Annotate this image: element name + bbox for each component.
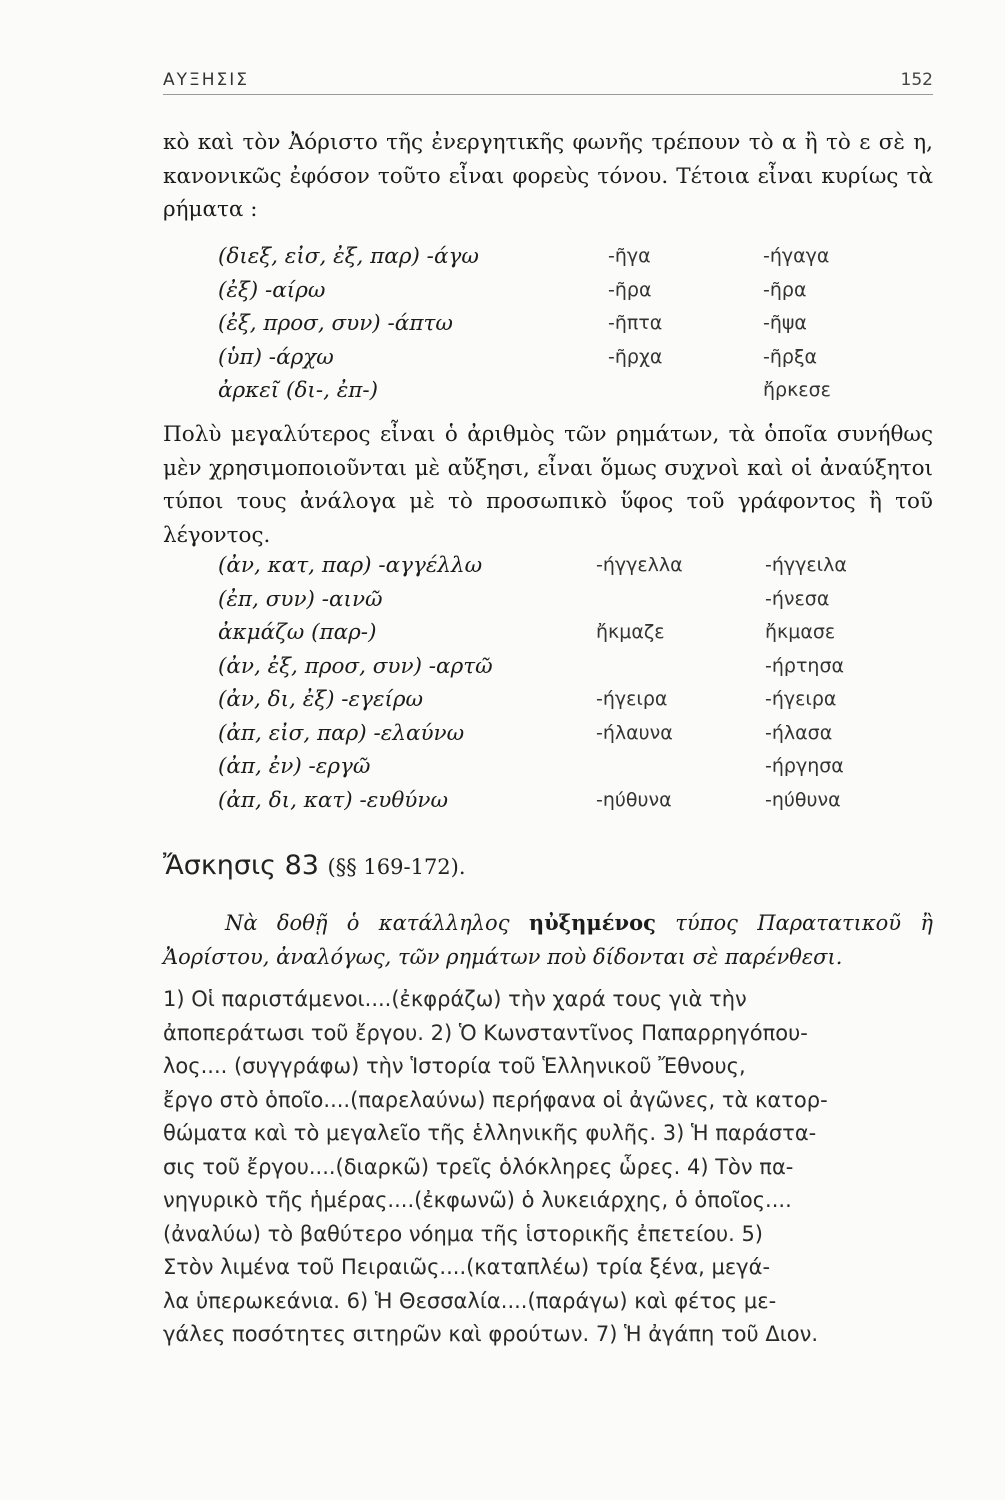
- exercise-line: νηγυρικὸ τῆς ἡμέρας....(ἐκφωνῶ) ὁ λυκειάρχης, ὁ ὁποῖος....: [163, 1188, 792, 1212]
- exercise-line: λος.... (συγγράφω) τὴν Ἱστορία τοῦ Ἑλληνικοῦ Ἔθνους,: [163, 1054, 746, 1078]
- exercise-line: ἔργο στὸ ὁποῖο....(παρελαύνω) περήφανα οἱ ἀγῶνες, τὰ κατορ-: [163, 1087, 828, 1112]
- verb-cell: (ἀπ, δι, κατ) -ευθύνω: [218, 787, 448, 813]
- verb-cell: (ἀπ, εἰσ, παρ) -ελαύνω: [218, 720, 465, 746]
- aorist-cell: ἤρκεσε: [763, 379, 831, 401]
- aorist-cell: -ήγειρα: [765, 688, 837, 710]
- verb-cell: (ἐξ, προσ, συν) -άπτω: [218, 311, 453, 336]
- imperfect-cell: -ῆγα: [608, 245, 651, 267]
- aorist-cell: -ήνεσα: [765, 587, 830, 610]
- exercise-reference: (§§ 169-172).: [327, 855, 466, 879]
- exercise-line: θώματα καὶ τὸ μεγαλεῖο τῆς ἑλληνικῆς φυλῆς. 3) Ἡ παράστα-: [163, 1121, 817, 1145]
- aorist-cell: -ῆρξα: [763, 345, 818, 368]
- page-header: [163, 64, 933, 95]
- verb-cell: (ἐπ, συν) -αινῶ: [218, 586, 383, 612]
- verb-cell: (ἐξ) -αίρω: [218, 277, 326, 303]
- verb-cell: (ὑπ) -άρχω: [218, 344, 334, 370]
- aorist-cell: -ῆψα: [763, 312, 807, 334]
- aorist-cell: -ῆρα: [763, 278, 807, 301]
- verb-cell: (ἀν, κατ, παρ) -αγγέλλω: [218, 553, 483, 578]
- verb-cell: ἀρκεῖ (δι-, ἐπ-): [218, 378, 379, 403]
- intro-paragraph: κὸ καὶ τὸν Ἀόριστο τῆς ἐνεργητικῆς φωνῆς τρέπουν τὸ α ἢ τὸ ε σὲ η, κανονικῶς ἐφόσον τοῦτο εἶναι φορεὺς τόνου. Τέτοια εἶναι κυρίως τὰ ρήματα :: [163, 130, 933, 222]
- aorist-cell: ἤκμασε: [765, 621, 836, 643]
- exercise-text: [163, 983, 933, 1352]
- verb-cell: ἀκμάζω (παρ-): [218, 620, 377, 645]
- exercise-title: Ἄσκησις 83: [163, 850, 319, 881]
- imperfect-cell: -ήγγελλα: [596, 554, 683, 576]
- exercise-line: λα ὑπερωκεάνια. 6) Ἡ Θεσσαλία....(παράγω) καὶ φέτος με-: [163, 1288, 777, 1313]
- instruction-after: τύπος Παρατατικοῦ ἢ Ἀορίστου, ἀναλόγως, τῶν ρημάτων ποὺ δίδονται σὲ παρένθεσι.: [163, 911, 934, 969]
- imperfect-cell: -ηύθυνα: [596, 788, 672, 811]
- exercise-line: Στὸν λιμένα τοῦ Πειραιῶς....(καταπλέω) τρία ξένα, μεγά-: [163, 1255, 771, 1279]
- page-number: 152: [900, 70, 933, 90]
- verb-cell: (ἀπ, ἐν) -εργῶ: [218, 754, 371, 779]
- aorist-cell: -ήγγειλα: [765, 554, 847, 576]
- aorist-cell: -ήγαγα: [763, 245, 830, 267]
- exercise-instruction: [163, 906, 933, 974]
- verb-cell: (διεξ, εἰσ, ἐξ, παρ) -άγω: [218, 244, 479, 269]
- exercise-line: γάλες ποσότητες σιτηρῶν καὶ φρούτων. 7) Ἡ ἀγάπη τοῦ Διον.: [163, 1322, 819, 1346]
- exercise-line: 1) Οἱ παριστάμενοι....(ἐκφράζω) τὴν χαρά τους γιὰ τὴν: [163, 987, 747, 1011]
- exercise-line: (ἀναλύω) τὸ βαθύτερο νόημα τῆς ἱστορικῆς ἐπετείου. 5): [163, 1221, 763, 1246]
- instruction-keyword: ηὐξημένος: [528, 910, 656, 935]
- aorist-cell: -ήλασα: [765, 721, 833, 744]
- imperfect-cell: -ῆρα: [608, 278, 652, 301]
- middle-paragraph: Πολὺ μεγαλύτερος εἶναι ὁ ἀριθμὸς τῶν ρημάτων, τὰ ὁποῖα συνήθως μὲν χρησιμοποιοῦνται μὲ αὔξησι, εἶναι ὅμως συχνοὶ καὶ οἱ ἀναύξητοι τύποι τους ἀνάλογα μὲ τὸ προσωπικὸ ὕφος τοῦ γράφοντος ἢ τοῦ λέγοντος.: [163, 422, 933, 548]
- running-head: ΑΥΞΗΣΙΣ: [163, 70, 250, 90]
- imperfect-cell: -ήγειρα: [596, 688, 668, 710]
- verb-cell: (ἀν, ἐξ, προσ, συν) -αρτῶ: [218, 653, 493, 679]
- exercise-line: σις τοῦ ἔργου....(διαρκῶ) τρεῖς ὁλόκληρες ὧρες. 4) Τὸν πα-: [163, 1154, 794, 1179]
- verb-cell: (ἀν, δι, ἐξ) -εγείρω: [218, 687, 424, 712]
- imperfect-cell: ἤκμαζε: [596, 621, 665, 643]
- aorist-cell: -ηύθυνα: [765, 788, 841, 811]
- exercise-heading: [163, 850, 466, 881]
- imperfect-cell: -ῆρχα: [608, 345, 663, 368]
- imperfect-cell: -ῆπτα: [608, 312, 663, 334]
- exercise-line: ἀποπεράτωσι τοῦ ἔργου. 2) Ὁ Κωνσταντῖνος Παπαρρηγόπου-: [163, 1020, 808, 1045]
- imperfect-cell: -ήλαυνα: [596, 721, 673, 744]
- aorist-cell: -ήργησα: [765, 755, 844, 777]
- instruction-before: Νὰ δοθῇ ὁ κατάλληλος: [225, 911, 510, 935]
- aorist-cell: -ήρτησα: [765, 654, 845, 677]
